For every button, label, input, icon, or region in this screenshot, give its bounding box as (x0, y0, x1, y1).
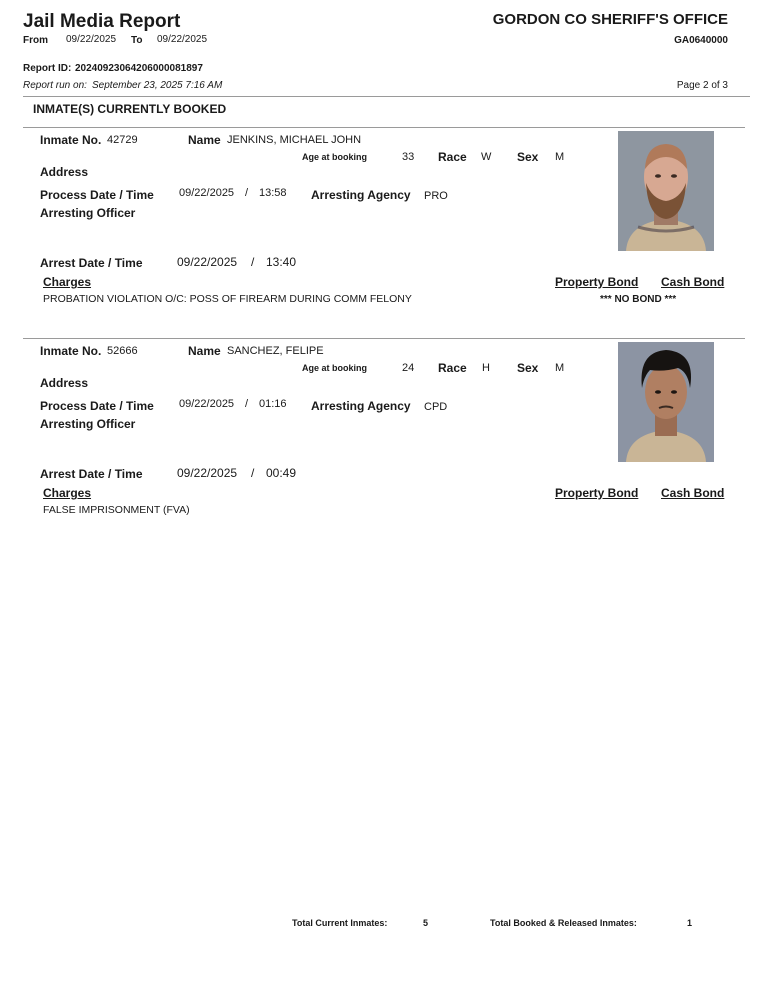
inmate-age: 24 (402, 362, 415, 374)
charges-label: Charges (43, 486, 92, 500)
mugshot-image (618, 342, 714, 462)
charge-text: FALSE IMPRISONMENT (FVA) (43, 504, 190, 516)
agency-title: GORDON CO SHERIFF'S OFFICE (492, 11, 728, 28)
arrest-label: Arrest Date / Time (40, 467, 143, 481)
age-label: Age at booking (302, 363, 367, 373)
agency-label: Arresting Agency (311, 399, 411, 413)
process-date: 09/22/2025 (179, 398, 235, 410)
officer-label: Arresting Officer (40, 417, 136, 431)
from-date: 09/22/2025 (66, 34, 117, 45)
total-current-label: Total Current Inmates: (292, 918, 388, 928)
inmate-sex: M (555, 151, 565, 163)
cash-bond-label: Cash Bond (661, 486, 725, 500)
sex-label: Sex (517, 361, 539, 375)
booking-photo (618, 131, 714, 251)
total-released-label: Total Booked & Released Inmates: (490, 918, 637, 928)
total-current-value: 5 (423, 918, 429, 928)
mugshot-image (618, 131, 714, 251)
total-released-value: 1 (687, 918, 693, 928)
process-slash: / (245, 398, 249, 410)
inmate-no-label: Inmate No. (40, 133, 102, 147)
section-title: INMATE(S) CURRENTLY BOOKED (33, 102, 227, 116)
page-number: Page 2 of 3 (676, 80, 728, 91)
process-date: 09/22/2025 (179, 187, 235, 199)
arrest-date: 09/22/2025 (177, 255, 238, 269)
property-bond-label: Property Bond (555, 486, 639, 500)
process-time: 01:16 (259, 398, 287, 410)
arrest-slash: / (251, 466, 255, 480)
name-label: Name (188, 133, 221, 147)
cash-bond-label: Cash Bond (661, 275, 725, 289)
arresting-agency: PRO (424, 190, 448, 202)
inmate-age: 33 (402, 151, 415, 163)
booking-photo (618, 342, 714, 462)
arrest-time: 13:40 (266, 255, 297, 269)
charges-label: Charges (43, 275, 92, 289)
address-label: Address (40, 376, 89, 390)
race-label: Race (438, 150, 467, 164)
arrest-slash: / (251, 255, 255, 269)
record-divider (23, 338, 745, 339)
inmate-no: 42729 (107, 134, 138, 146)
from-label: From (23, 35, 48, 46)
inmate-no-label: Inmate No. (40, 344, 102, 358)
report-title: Jail Media Report (23, 11, 181, 32)
inmate-no: 52666 (107, 345, 138, 357)
process-label: Process Date / Time (40, 399, 154, 413)
to-date: 09/22/2025 (157, 34, 208, 45)
inmate-race: H (482, 362, 490, 374)
inmate-race: W (481, 151, 492, 163)
report-id: 20240923064206000081897 (75, 63, 203, 74)
report-run-label: Report run on: (23, 80, 87, 91)
arrest-date: 09/22/2025 (177, 466, 238, 480)
process-label: Process Date / Time (40, 188, 154, 202)
report-id-label: Report ID: (23, 63, 72, 74)
process-slash: / (245, 187, 249, 199)
arrest-time: 00:49 (266, 466, 297, 480)
agency-label: Arresting Agency (311, 188, 411, 202)
officer-label: Arresting Officer (40, 206, 136, 220)
process-time: 13:58 (259, 187, 287, 199)
section-divider (23, 127, 745, 128)
report-run-date: September 23, 2025 7:16 AM (92, 80, 223, 91)
age-label: Age at booking (302, 152, 367, 162)
address-label: Address (40, 165, 89, 179)
to-label: To (131, 35, 143, 46)
property-bond-label: Property Bond (555, 275, 639, 289)
inmate-sex: M (555, 362, 565, 374)
ori-code: GA0640000 (674, 35, 728, 46)
inmate-name: SANCHEZ, FELIPE (227, 345, 324, 357)
sex-label: Sex (517, 150, 539, 164)
inmate-name: JENKINS, MICHAEL JOHN (227, 134, 362, 146)
arrest-label: Arrest Date / Time (40, 256, 143, 270)
arresting-agency: CPD (424, 401, 448, 413)
header-divider (23, 96, 750, 97)
name-label: Name (188, 344, 221, 358)
bond-note: *** NO BOND *** (600, 294, 677, 305)
charge-text: PROBATION VIOLATION O/C: POSS OF FIREARM DURING COMM FELONY (43, 293, 412, 305)
race-label: Race (438, 361, 467, 375)
